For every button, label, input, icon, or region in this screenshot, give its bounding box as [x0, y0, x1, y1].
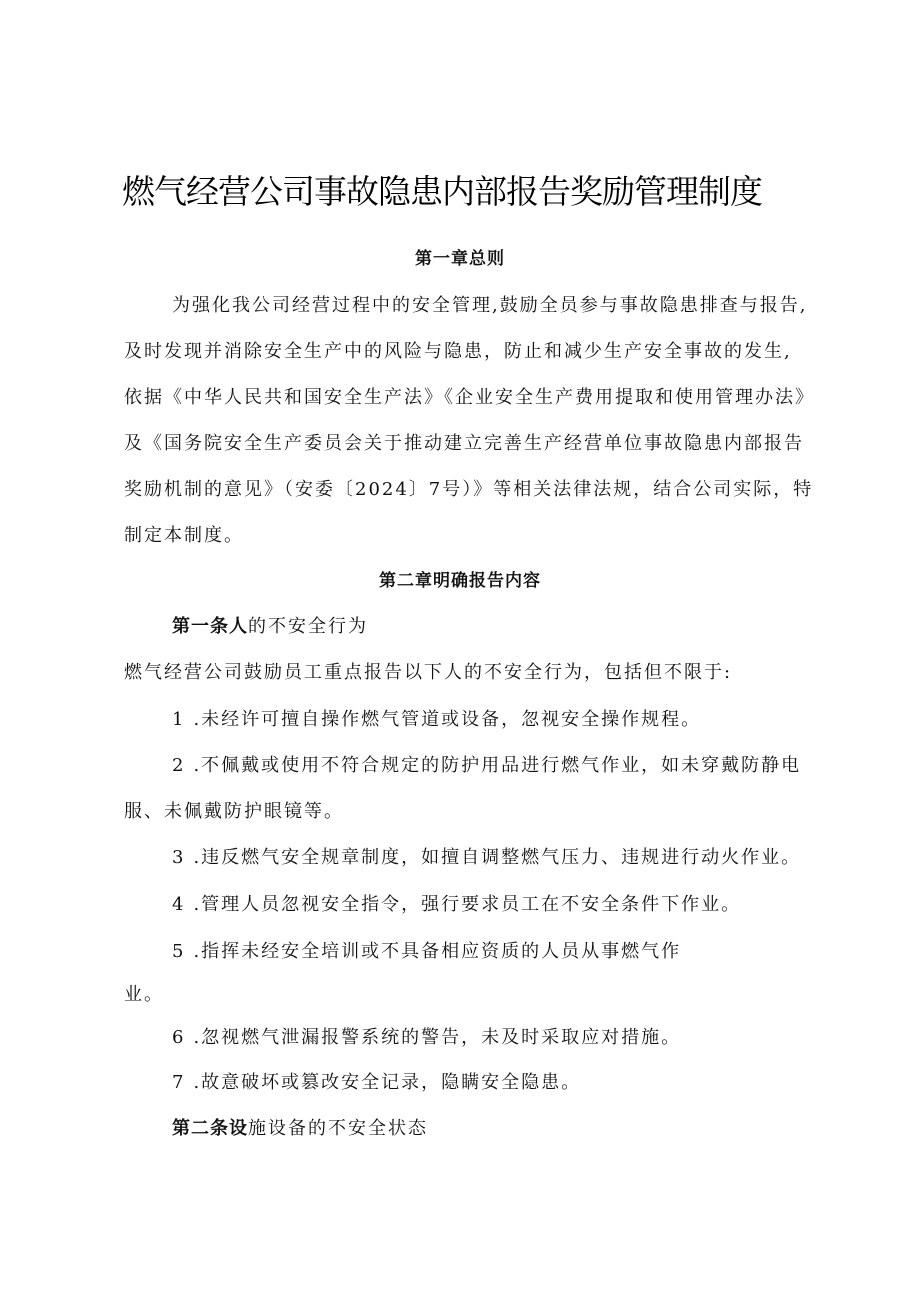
list-item-number: 3: [172, 847, 186, 868]
article-1-label: 第一条人: [172, 616, 248, 637]
paragraph-line: 依据《中华人民共和国安全生产法》《企业安全生产费用提取和使用管理办法》: [124, 387, 815, 408]
paragraph-line: 及《国务院安全生产委员会关于推动建立完善生产经营单位事故隐患内部报告: [124, 433, 804, 454]
list-item-continuation: 业。: [124, 984, 164, 1005]
paragraph-line: 奖励机制的意见》（安委〔2024〕7号）》等相关法律法规，结合公司实际，特: [124, 479, 814, 500]
list-item-text: .管理人员忽视安全指令，强行要求员工在不安全条件下作业。: [193, 894, 742, 915]
list-item-number: 7: [172, 1072, 186, 1093]
list-item: [172, 1068, 581, 1094]
paragraph-line: 及时发现并消除安全生产中的风险与隐患，防止和减少生产安全事故的发生,: [124, 341, 792, 362]
list-item-text: .未经许可擅自操作燃气管道或设备，忽视安全操作规程。: [193, 709, 702, 730]
article-1-title: 的不安全行为: [248, 616, 368, 637]
article-2-heading: [172, 1114, 428, 1140]
article-1-intro: 燃气经营公司鼓励员工重点报告以下人的不安全行为，包括但不限于:: [124, 662, 733, 683]
list-item-number: 1: [172, 709, 186, 730]
list-item-number: 4: [172, 894, 186, 915]
list-item-number: 5: [172, 941, 186, 962]
paragraph-line: 制定本制度。: [124, 525, 244, 546]
article-2-title: 施设备的不安全状态: [248, 1118, 428, 1139]
list-item: [172, 937, 681, 963]
list-item-text: .指挥未经安全培训或不具备相应资质的人员从事燃气作: [193, 941, 682, 962]
document-title: 燃气经营公司事故隐患内部报告奖励管理制度: [122, 172, 762, 211]
list-item-number: 6: [172, 1027, 186, 1048]
article-2-label: 第二条设: [172, 1118, 248, 1139]
list-item-continuation: 服、未佩戴防护眼镜等。: [124, 801, 344, 822]
list-item: [172, 751, 801, 777]
article-1-heading: [172, 612, 368, 638]
paragraph-line: 为强化我公司经营过程中的安全管理,鼓励全员参与事故隐患排查与报告,: [172, 295, 808, 316]
list-item-text: .违反燃气安全规章制度，如擅自调整燃气压力、违规进行动火作业。: [193, 847, 802, 868]
list-item: [172, 705, 701, 731]
list-item-text: .不佩戴或使用不符合规定的防护用品进行燃气作业，如未穿戴防静电: [193, 755, 802, 776]
chapter-1-heading: 第一章总则: [415, 249, 505, 269]
list-item: [172, 843, 801, 869]
list-item-text: .忽视燃气泄漏报警系统的警告，未及时采取应对措施。: [193, 1027, 682, 1048]
list-item: [172, 890, 741, 916]
list-item-number: 2: [172, 755, 186, 776]
chapter-2-heading: 第二章明确报告内容: [379, 571, 541, 591]
list-item-text: .故意破坏或篡改安全记录，隐瞒安全隐患。: [193, 1072, 582, 1093]
list-item: [172, 1023, 681, 1049]
